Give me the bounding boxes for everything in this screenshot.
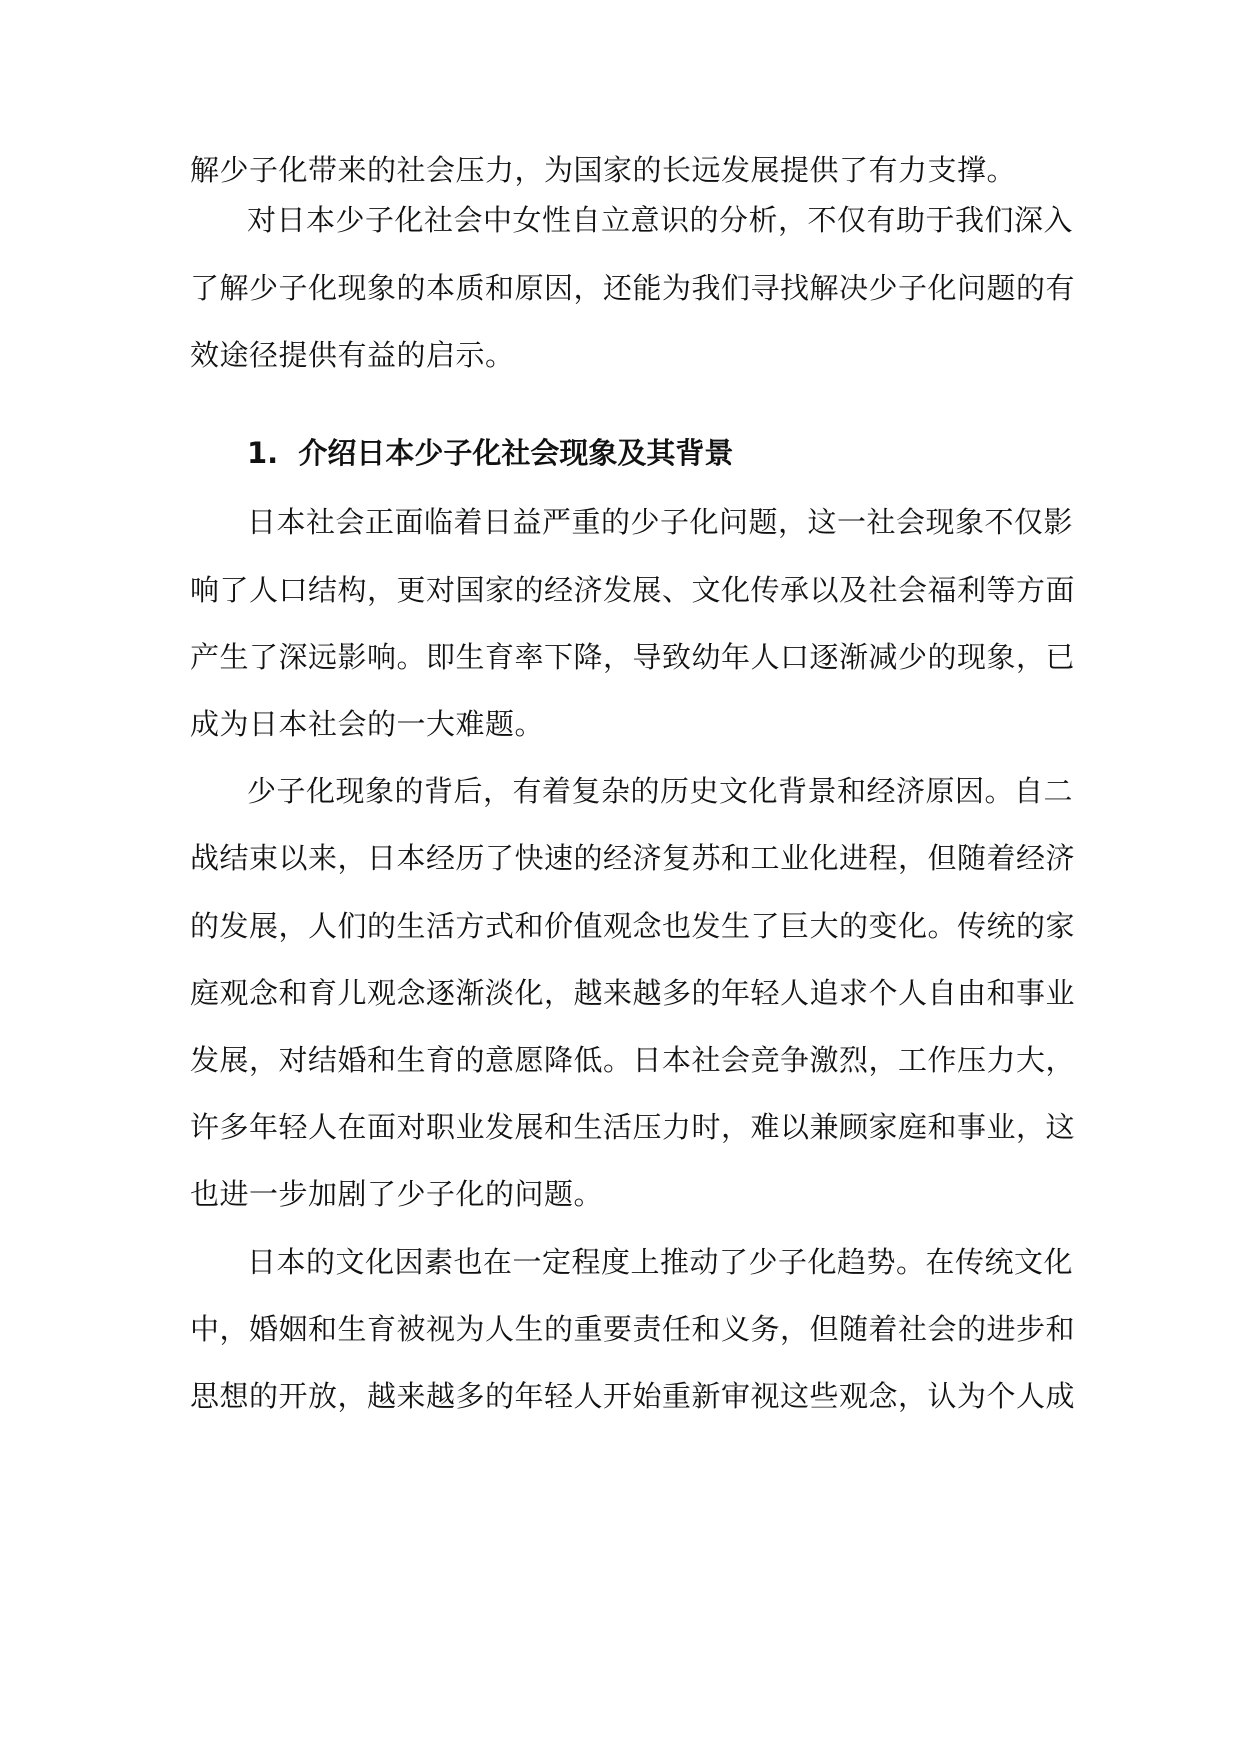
text-line: 庭观念和育儿观念逐渐淡化，越来越多的年轻人追求个人自由和事业 — [190, 976, 1076, 1010]
text-line: 对日本少子化社会中女性自立意识的分析，不仅有助于我们深入 — [247, 203, 1074, 237]
text-line: 成为日本社会的一大难题。 — [190, 707, 545, 741]
text-line: 响了人口结构，更对国家的经济发展、文化传承以及社会福利等方面 — [190, 573, 1076, 607]
section-heading — [247, 433, 733, 473]
text-line: 战结束以来，日本经历了快速的经济复苏和工业化进程，但随着经济 — [190, 841, 1076, 875]
text-line: 效途径提供有益的启示。 — [190, 338, 515, 372]
text-line: 许多年轻人在面对职业发展和生活压力时，难以兼顾家庭和事业，这 — [190, 1110, 1076, 1144]
text-line: 也进一步加剧了少子化的问题。 — [190, 1177, 604, 1211]
text-line: 的发展，人们的生活方式和价值观念也发生了巨大的变化。传统的家 — [190, 909, 1076, 943]
section-title: 介绍日本少子化社会现象及其背景 — [298, 436, 734, 470]
text-line: 中，婚姻和生育被视为人生的重要责任和义务，但随着社会的进步和 — [190, 1312, 1076, 1346]
text-line: 发展，对结婚和生育的意愿降低。日本社会竞争激烈，工作压力大， — [190, 1043, 1076, 1077]
text-line: 产生了深远影响。即生育率下降，导致幼年人口逐渐减少的现象，已 — [190, 640, 1076, 674]
text-line: 了解少子化现象的本质和原因，还能为我们寻找解决少子化问题的有 — [190, 271, 1076, 305]
text-line: 日本社会正面临着日益严重的少子化问题，这一社会现象不仅影 — [247, 505, 1074, 539]
text-line: 思想的开放，越来越多的年轻人开始重新审视这些观念，认为个人成 — [190, 1379, 1076, 1413]
text-line: 解少子化带来的社会压力，为国家的长远发展提供了有力支撑。 — [190, 153, 1017, 187]
section-number: 1. — [247, 436, 279, 470]
text-line: 日本的文化因素也在一定程度上推动了少子化趋势。在传统文化 — [247, 1245, 1074, 1279]
text-line: 少子化现象的背后，有着复杂的历史文化背景和经济原因。自二 — [247, 774, 1074, 808]
